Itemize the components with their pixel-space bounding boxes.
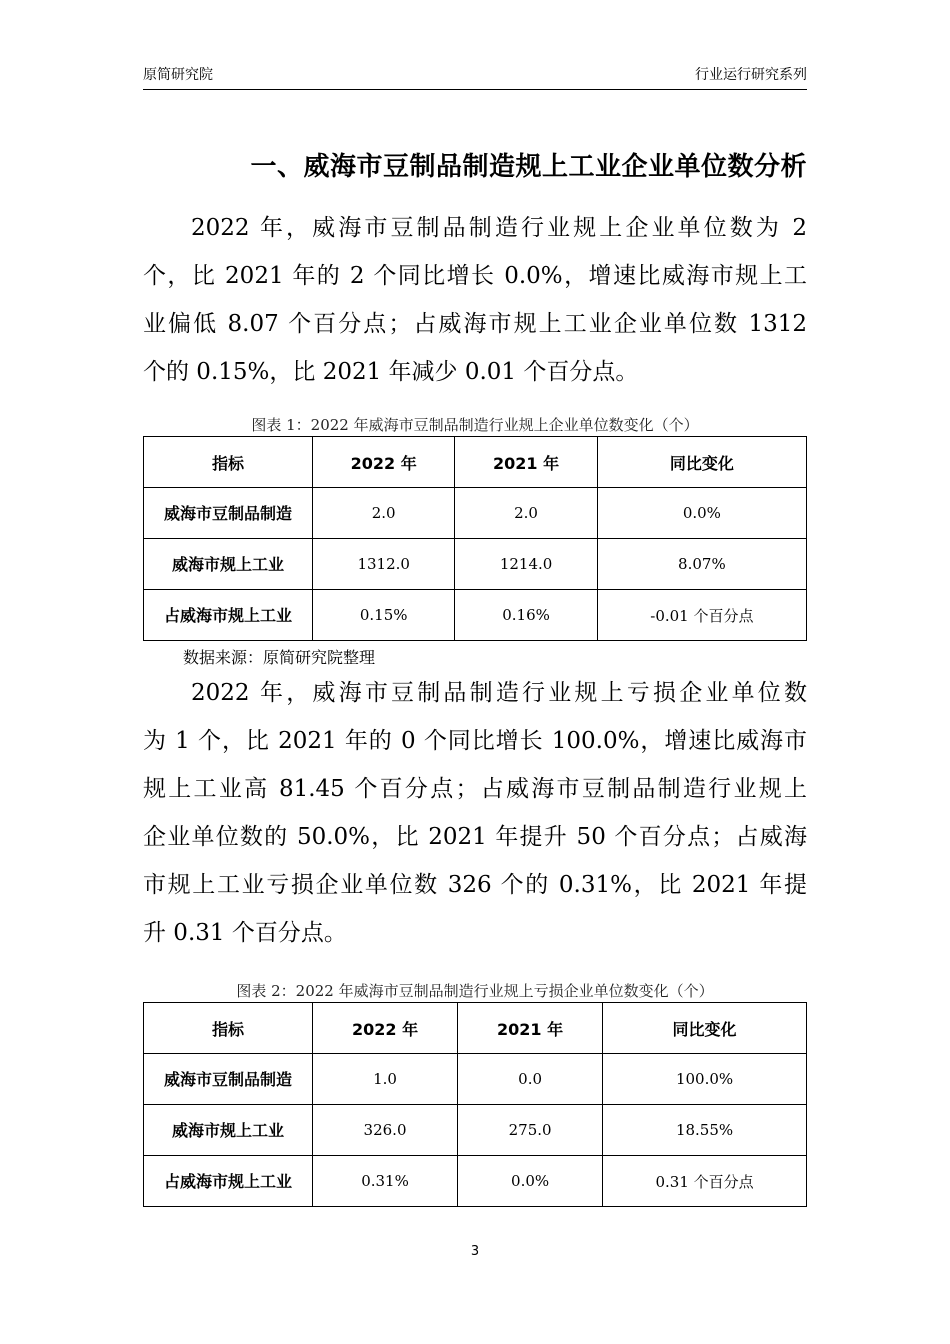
column-header: 2022 年	[313, 1003, 458, 1054]
cell: 275.0	[458, 1105, 603, 1156]
paragraph-1	[143, 204, 807, 396]
cell: 0.0	[458, 1054, 603, 1105]
cell: -0.01 个百分点	[597, 590, 806, 641]
table2	[143, 1002, 807, 1207]
paragraph-line: 个，比 2021 年的 2 个同比增长 0.0%，增速比威海市规上工	[143, 263, 807, 289]
row-label: 威海市豆制品制造	[144, 488, 313, 539]
column-header: 指标	[144, 1003, 313, 1054]
cell: 2.0	[455, 488, 597, 539]
table2-caption: 图表 2：2022 年威海市豆制品制造行业规上亏损企业单位数变化（个）	[236, 982, 714, 1000]
header-divider	[143, 89, 807, 90]
table-row	[144, 1054, 807, 1105]
paragraph-line: 升 0.31 个百分点。	[143, 920, 347, 946]
paragraph-2	[143, 669, 807, 957]
table-row	[144, 590, 807, 641]
paragraph-line: 规上工业高 81.45 个百分点；占威海市豆制品制造行业规上	[143, 776, 807, 802]
paragraph-line: 企业单位数的 50.0%，比 2021 年提升 50 个百分点；占威海	[143, 824, 807, 850]
cell: 1312.0	[313, 539, 455, 590]
cell: 326.0	[313, 1105, 458, 1156]
cell: 0.31%	[313, 1156, 458, 1207]
paragraph-line: 为 1 个，比 2021 年的 0 个同比增长 100.0%，增速比威海市	[143, 728, 807, 754]
table-row	[144, 1156, 807, 1207]
column-header: 同比变化	[597, 437, 806, 488]
cell: 100.0%	[603, 1054, 807, 1105]
table-row	[144, 1105, 807, 1156]
table-row	[144, 539, 807, 590]
table1-caption: 图表 1：2022 年威海市豆制品制造行业规上企业单位数变化（个）	[251, 416, 699, 434]
paragraph-line: 2022 年，威海市豆制品制造行业规上亏损企业单位数	[191, 680, 807, 706]
header-left: 原简研究院	[143, 67, 213, 83]
paragraph-line: 市规上工业亏损企业单位数 326 个的 0.31%，比 2021 年提	[143, 872, 807, 898]
column-header: 指标	[144, 437, 313, 488]
paragraph-line: 2022 年，威海市豆制品制造行业规上企业单位数为 2	[191, 215, 807, 241]
table-header-row	[144, 437, 807, 488]
header-right: 行业运行研究系列	[695, 67, 807, 83]
paragraph-line: 业偏低 8.07 个百分点；占威海市规上工业企业单位数 1312	[143, 311, 807, 337]
column-header: 同比变化	[603, 1003, 807, 1054]
column-header: 2021 年	[458, 1003, 603, 1054]
cell: 2.0	[313, 488, 455, 539]
table-header-row	[144, 1003, 807, 1054]
row-label: 威海市豆制品制造	[144, 1054, 313, 1105]
section-title: 一、威海市豆制品制造规上工业企业单位数分析	[250, 152, 807, 182]
data-source: 数据来源：原简研究院整理	[183, 648, 376, 667]
cell: 0.16%	[455, 590, 597, 641]
row-label: 威海市规上工业	[144, 1105, 313, 1156]
table1	[143, 436, 807, 641]
cell: 1214.0	[455, 539, 597, 590]
row-label: 占威海市规上工业	[144, 590, 313, 641]
cell: 0.31 个百分点	[603, 1156, 807, 1207]
cell: 0.15%	[313, 590, 455, 641]
page-number: 3	[470, 1244, 480, 1259]
table-row	[144, 488, 807, 539]
row-label: 威海市规上工业	[144, 539, 313, 590]
row-label: 占威海市规上工业	[144, 1156, 313, 1207]
column-header: 2021 年	[455, 437, 597, 488]
cell: 8.07%	[597, 539, 806, 590]
cell: 0.0%	[597, 488, 806, 539]
column-header: 2022 年	[313, 437, 455, 488]
cell: 18.55%	[603, 1105, 807, 1156]
paragraph-line: 个的 0.15%，比 2021 年减少 0.01 个百分点。	[143, 359, 639, 385]
cell: 0.0%	[458, 1156, 603, 1207]
cell: 1.0	[313, 1054, 458, 1105]
